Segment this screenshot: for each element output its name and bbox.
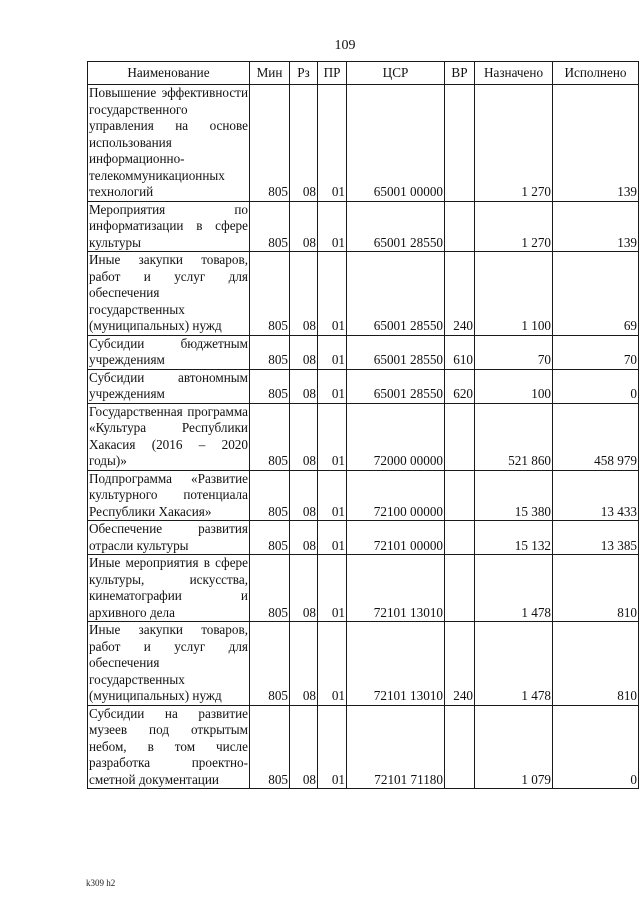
row-csr: 65001 28550 [347,335,445,369]
row-rz: 08 [290,403,318,470]
row-name: Подпрограмма «Развитие культурного потенциала Республики Хакасия» [89,470,248,519]
header-pr: ПР [318,62,347,85]
row-assigned: 1 100 [475,252,553,336]
row-csr: 72100 00000 [347,470,445,521]
row-csr: 65001 28550 [347,201,445,252]
budget-table [87,61,639,789]
header-name: Наименование [88,62,250,85]
row-min: 805 [250,470,290,521]
row-executed: 139 [553,85,639,202]
row-name: Субсидии на развитие музеев под открытым небом, в том числе разработка проектно-сметной документации [89,705,248,787]
row-assigned: 100 [475,369,553,403]
footer-code: k309 h2 [86,878,116,888]
row-assigned: 521 860 [475,403,553,470]
page-number: 109 [334,38,356,53]
row-assigned: 15 132 [475,521,553,555]
row-pr: 01 [318,470,347,521]
table-row [88,335,639,369]
table-row [88,85,639,202]
row-executed: 0 [553,705,639,789]
row-name: Иные закупки товаров, работ и услуг для обеспечения государственных (муниципальных) нужд [89,622,248,703]
row-rz: 08 [290,470,318,521]
row-vr [445,201,475,252]
row-rz: 08 [290,369,318,403]
row-csr: 72101 00000 [347,521,445,555]
row-min: 805 [250,201,290,252]
row-min: 805 [250,622,290,706]
table-row [88,201,639,252]
row-vr [445,555,475,622]
row-name: Иные закупки товаров, работ и услуг для обеспечения государственных (муниципальных) нужд [89,252,248,333]
row-name: Повышение эффективности государственного управления на основе использования информационно-телекоммуникационных технологий [89,85,248,199]
header-assigned: Назначено [475,62,553,85]
row-pr: 01 [318,335,347,369]
row-assigned: 1 079 [475,705,553,789]
table-row [88,555,639,622]
table-row [88,705,639,789]
row-pr: 01 [318,622,347,706]
row-vr [445,85,475,202]
row-pr: 01 [318,252,347,336]
row-assigned: 70 [475,335,553,369]
row-name: Обеспечение развития отрасли культуры [89,521,248,553]
row-pr: 01 [318,555,347,622]
row-rz: 08 [290,555,318,622]
row-rz: 08 [290,622,318,706]
row-pr: 01 [318,369,347,403]
row-csr: 72101 13010 [347,555,445,622]
row-executed: 810 [553,555,639,622]
row-min: 805 [250,252,290,336]
row-name: Субсидии автономным учреждениям [89,369,248,401]
row-assigned: 15 380 [475,470,553,521]
row-csr: 72101 13010 [347,622,445,706]
row-executed: 69 [553,252,639,336]
table-row [88,252,639,336]
row-name: Иные мероприятия в сфере культуры, искусства, кинематографии и архивного дела [89,555,248,620]
row-executed: 810 [553,622,639,706]
row-csr: 65001 28550 [347,252,445,336]
row-assigned: 1 270 [475,201,553,252]
row-csr: 65001 00000 [347,85,445,202]
row-assigned: 1 270 [475,85,553,202]
table-row [88,369,639,403]
row-csr: 72101 71180 [347,705,445,789]
row-rz: 08 [290,521,318,555]
row-pr: 01 [318,201,347,252]
row-rz: 08 [290,252,318,336]
row-executed: 70 [553,335,639,369]
row-pr: 01 [318,85,347,202]
header-executed: Исполнено [553,62,639,85]
row-executed: 0 [553,369,639,403]
row-pr: 01 [318,705,347,789]
row-executed: 13 433 [553,470,639,521]
row-min: 805 [250,335,290,369]
table-row [88,622,639,706]
row-vr [445,705,475,789]
row-executed: 13 385 [553,521,639,555]
row-min: 805 [250,369,290,403]
row-rz: 08 [290,85,318,202]
table-header-row [88,62,639,85]
row-vr [445,470,475,521]
row-vr [445,403,475,470]
header-csr: ЦСР [347,62,445,85]
row-min: 805 [250,705,290,789]
row-rz: 08 [290,705,318,789]
row-name: Субсидии бюджетным учреждениям [89,335,248,367]
row-min: 805 [250,555,290,622]
row-rz: 08 [290,335,318,369]
row-assigned: 1 478 [475,555,553,622]
row-name: Государственная программа «Культура Республики Хакасия (2016 – 2020 годы)» [89,403,248,468]
header-vr: ВР [445,62,475,85]
row-min: 805 [250,521,290,555]
row-executed: 139 [553,201,639,252]
row-name: Мероприятия по информатизации в сфере культуры [89,201,248,250]
row-rz: 08 [290,201,318,252]
table-row [88,521,639,555]
row-min: 805 [250,403,290,470]
header-min: Мин [250,62,290,85]
row-min: 805 [250,85,290,202]
row-pr: 01 [318,521,347,555]
row-vr: 240 [445,622,475,706]
row-vr: 620 [445,369,475,403]
row-vr [445,521,475,555]
row-pr: 01 [318,403,347,470]
row-vr: 240 [445,252,475,336]
row-vr: 610 [445,335,475,369]
header-rz: Рз [290,62,318,85]
row-executed: 458 979 [553,403,639,470]
table-row [88,470,639,521]
table-row [88,403,639,470]
row-csr: 72000 00000 [347,403,445,470]
row-assigned: 1 478 [475,622,553,706]
row-csr: 65001 28550 [347,369,445,403]
